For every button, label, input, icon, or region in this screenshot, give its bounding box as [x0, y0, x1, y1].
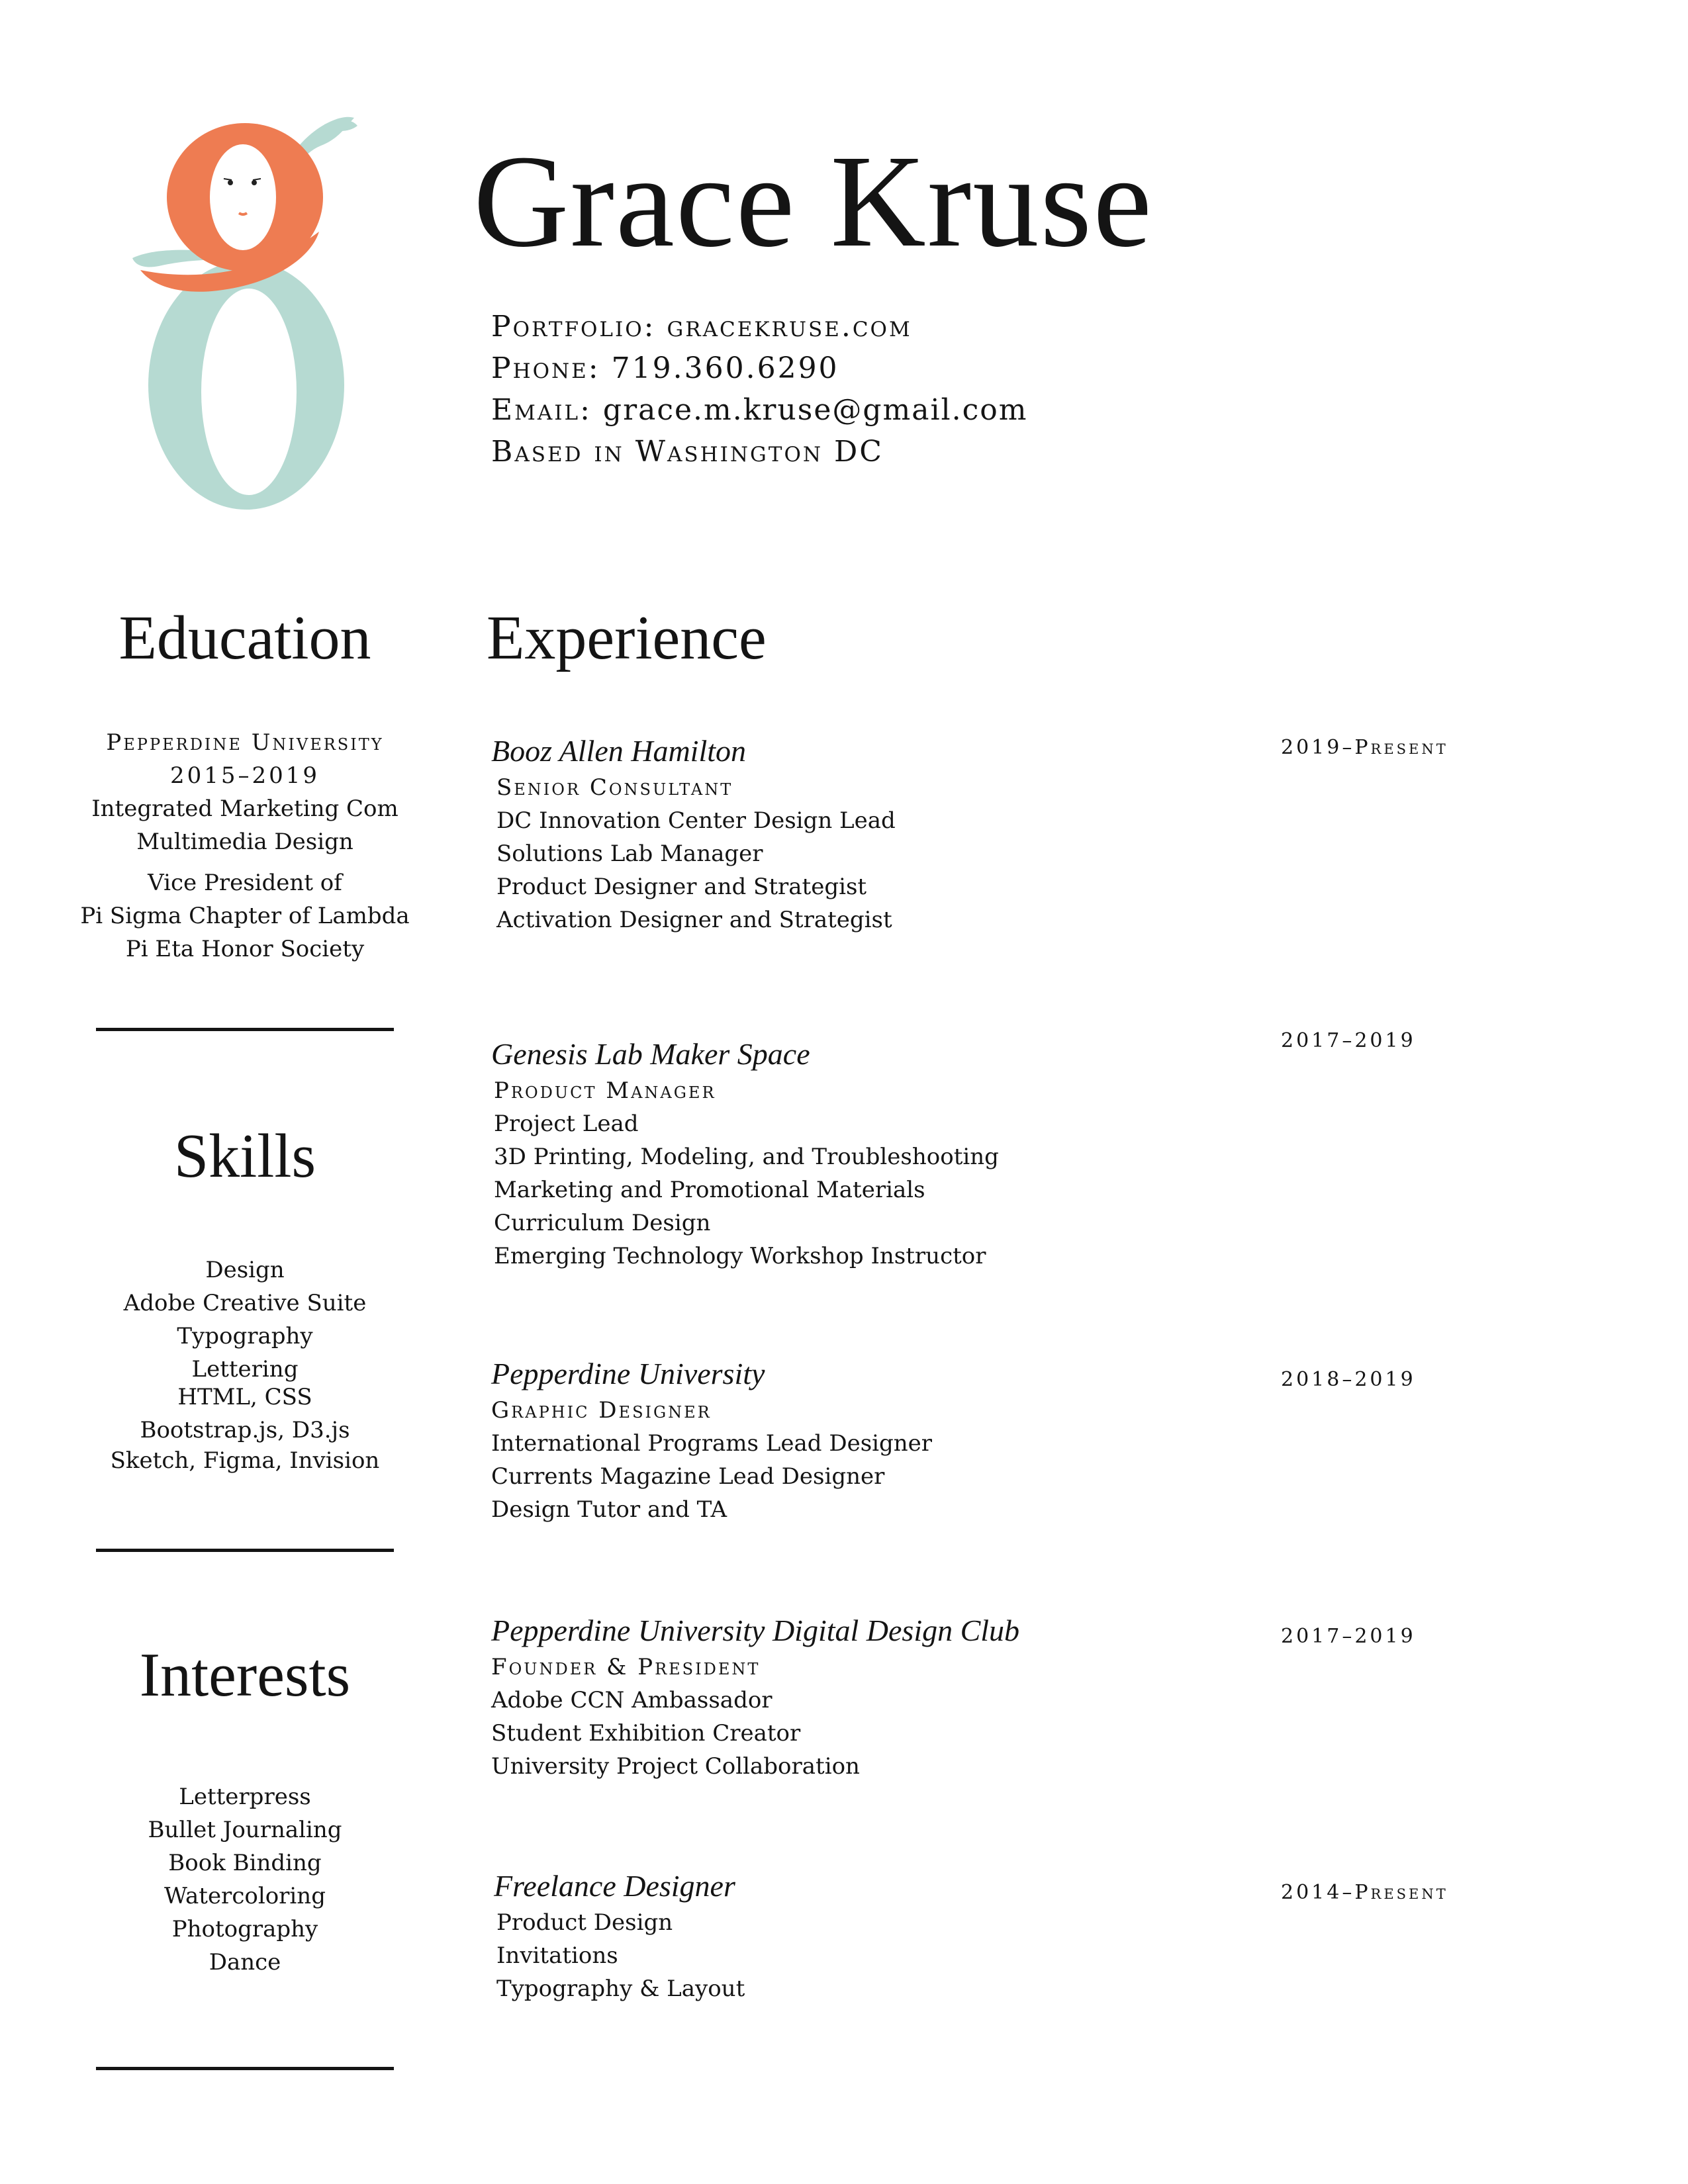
monogram-logo-icon: [119, 99, 384, 523]
job-dates: 2018–2019: [1281, 1368, 1416, 1391]
job-dates: 2014–Present: [1281, 1881, 1448, 1904]
job-entry: [491, 1866, 745, 2005]
section-divider: [96, 1549, 394, 1552]
interest-item: Letterpress: [179, 1784, 311, 1810]
experience-heading: Experience: [487, 604, 767, 672]
job-dates: 2017–2019: [1281, 1625, 1416, 1648]
education-block: [0, 726, 490, 966]
interests-heading: Interests: [139, 1641, 351, 1709]
job-entry: [491, 1611, 1019, 1783]
interest-item: Bullet Journaling: [148, 1817, 342, 1843]
job-duty: Emerging Technology Workshop Instructor: [494, 1243, 986, 1269]
interests-list: [0, 1780, 490, 1979]
job-organization: Pepperdine University Digital Design Club: [491, 1614, 1020, 1647]
job-entry: [491, 1354, 932, 1526]
job-duty: Activation Designer and Strategist: [496, 907, 892, 933]
portfolio-line: [491, 306, 1027, 347]
job-duty: Adobe CCN Ambassador: [491, 1687, 773, 1713]
location-line: Based in Washington DC: [491, 435, 884, 469]
job-duty: Curriculum Design: [494, 1210, 711, 1236]
phone-label: Phone:: [491, 351, 600, 385]
phone-number[interactable]: 719.360.6290: [611, 351, 839, 385]
job-dates: 2017–2019: [1281, 1029, 1416, 1052]
email-label: Email:: [491, 393, 592, 427]
job-duty: Typography & Layout: [496, 1976, 745, 2002]
interest-item: Book Binding: [168, 1850, 322, 1876]
skill-item: Bootstrap.js, D3.js: [140, 1417, 350, 1443]
job-duty: Currents Magazine Lead Designer: [491, 1463, 885, 1490]
skills-heading: Skills: [173, 1122, 316, 1191]
job-duty: Product Design: [496, 1909, 673, 1936]
skill-item: Typography: [177, 1323, 313, 1349]
skill-item: Sketch, Figma, Invision: [110, 1447, 380, 1474]
contact-info: [491, 306, 1027, 473]
job-duty: Solutions Lab Manager: [496, 841, 763, 867]
job-title: Founder & President: [491, 1654, 761, 1680]
job-title: Product Manager: [494, 1077, 716, 1104]
job-duty: Project Lead: [494, 1111, 639, 1137]
honor-line: Pi Sigma Chapter of Lambda: [80, 903, 410, 929]
major: Integrated Marketing Com: [91, 796, 399, 822]
education-heading: Education: [118, 604, 371, 672]
portfolio-label: Portfolio:: [491, 310, 656, 343]
job-duty: DC Innovation Center Design Lead: [496, 807, 896, 834]
interest-item: Photography: [171, 1916, 318, 1942]
job-duty: Product Designer and Strategist: [496, 874, 867, 900]
job-entry: [491, 731, 896, 936]
job-dates: 2019–Present: [1281, 736, 1448, 759]
school-name: Pepperdine University: [106, 729, 384, 756]
job-entry: [491, 1034, 999, 1273]
interest-item: Dance: [209, 1949, 281, 1976]
phone-line: [491, 347, 1027, 389]
job-duty: Invitations: [496, 1942, 618, 1969]
job-organization: Freelance Designer: [494, 1869, 735, 1903]
job-organization: Pepperdine University: [491, 1357, 765, 1390]
skill-item: Lettering: [191, 1356, 299, 1383]
job-organization: Booz Allen Hamilton: [491, 734, 747, 768]
job-duty: Marketing and Promotional Materials: [494, 1177, 925, 1203]
job-title: Graphic Designer: [491, 1397, 712, 1424]
job-duty: Design Tutor and TA: [491, 1496, 727, 1523]
email-link[interactable]: grace.m.kruse@gmail.com: [602, 393, 1028, 427]
skill-item: HTML, CSS: [177, 1384, 312, 1410]
job-duty: 3D Printing, Modeling, and Troubleshooting: [494, 1144, 999, 1170]
education-years: 2015–2019: [169, 762, 320, 789]
portfolio-link[interactable]: gracekruse.com: [667, 310, 912, 343]
skill-item: Design: [205, 1257, 285, 1283]
job-duty: University Project Collaboration: [491, 1753, 860, 1780]
honor-line: Pi Eta Honor Society: [125, 936, 365, 962]
section-divider: [96, 1028, 394, 1031]
candidate-name: Grace Kruse: [473, 128, 1153, 275]
job-title: Senior Consultant: [496, 774, 733, 801]
section-divider: [96, 2067, 394, 2070]
interest-item: Watercoloring: [164, 1883, 326, 1909]
skills-list: [0, 1253, 490, 1477]
honor-line: Vice President of: [148, 870, 342, 896]
email-line: [491, 389, 1027, 431]
job-organization: Genesis Lab Maker Space: [491, 1037, 810, 1071]
job-duty: International Programs Lead Designer: [491, 1430, 933, 1457]
major: Multimedia Design: [136, 829, 353, 855]
job-duty: Student Exhibition Creator: [491, 1720, 801, 1747]
skill-item: Adobe Creative Suite: [123, 1290, 367, 1316]
